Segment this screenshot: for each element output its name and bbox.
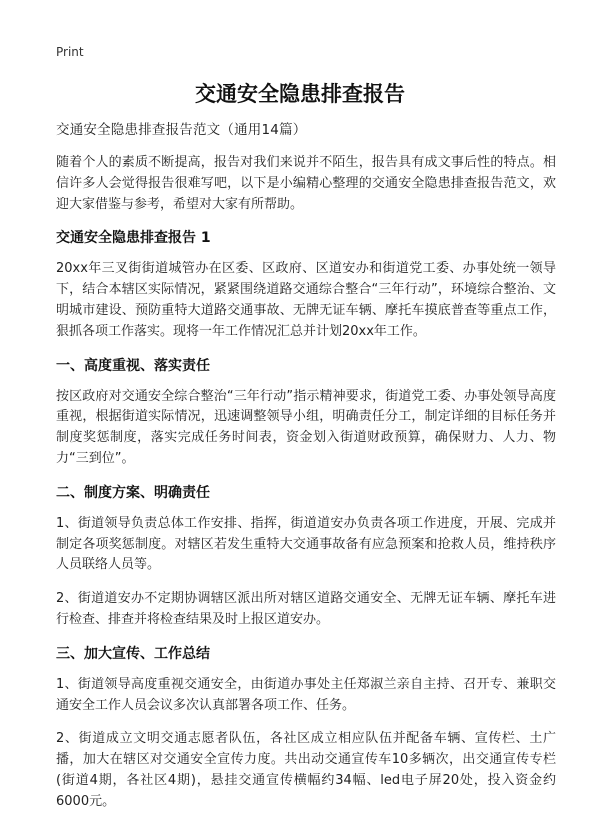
intro-paragraph: 随着个人的素质不断提高，报告对我们来说并不陌生，报告具有成文事后性的特点。相信许多人会觉得报告很难写吧，以下是小编精心整理的交通安全隐患排查报告范文，欢迎大家借鉴与参考，希望对大家有所帮助。: [56, 155, 556, 212]
page-title: 交通安全隐患排查报告: [195, 82, 405, 106]
section-2-paragraph-2: 2、街道道安办不定期协调辖区派出所对辖区道路交通安全、无牌无证车辆、摩托车进行检查、排查并将检查结果及时上报区道安办。: [56, 591, 556, 627]
section-heading-2: 二、制度方案、明确责任: [56, 484, 210, 501]
document-body: [56, 121, 556, 826]
section-heading-3: 三、加大宣传、工作总结: [56, 645, 210, 662]
section-3-paragraph-2: 2、街道成立文明交通志愿者队伍，各社区成立相应队伍并配备车辆、宣传栏、土广播，加大在辖区对交通安全宣传力度。共出动交通宣传车10多辆次，出交通宣传专栏(街道4期，各社区4期)，悬挂交通宣传横幅约34幅、led电子屏20处，投入资金约6000元。: [56, 731, 556, 809]
print-link[interactable]: Print: [56, 45, 84, 59]
section-heading-1: 一、高度重视、落实责任: [56, 357, 210, 374]
section-1-paragraph-1: 按区政府对交通安全综合整治“三年行动”指示精神要求，街道党工委、办事处领导高度重视，根据街道实际情况，迅速调整领导小组，明确责任分工，制定详细的目标任务并制度奖惩制度，落实完成任务时间表，资金划入街道财政预算，确保财力、人力、物力“三到位”。: [56, 388, 556, 466]
section-2-paragraph-1: 1、街道领导负责总体工作安排、指挥，街道道安办负责各项工作进度，开展、完成并制定各项奖惩制度。对辖区若发生重特大交通事故备有应急预案和抢救人员，维持秩序人员联络人员等。: [56, 515, 556, 573]
document-subtitle: 交通安全隐患排查报告范文（通用14篇）: [56, 122, 307, 138]
report-heading: 交通安全隐患排查报告 1: [56, 230, 211, 247]
section-3-paragraph-1: 1、街道领导高度重视交通安全，由街道办事处主任郑淑兰亲自主持、召开专、兼职交通安全工作人员会议多次认真部署各项工作、任务。: [56, 676, 556, 713]
report-intro-paragraph: 20xx年三叉街街道城管办在区委、区政府、区道安办和街道党工委、办事处统一领导下，结合本辖区实际情况，紧紧围绕道路交通综合整合“三年行动”，环境综合整治、文明城市建设、预防重特大道路交通事故、无牌无证车辆、摩托车摸底普查等重点工作，狠抓各项工作落实。现将一年工作情况汇总并计划20xx年工作。: [56, 261, 556, 339]
